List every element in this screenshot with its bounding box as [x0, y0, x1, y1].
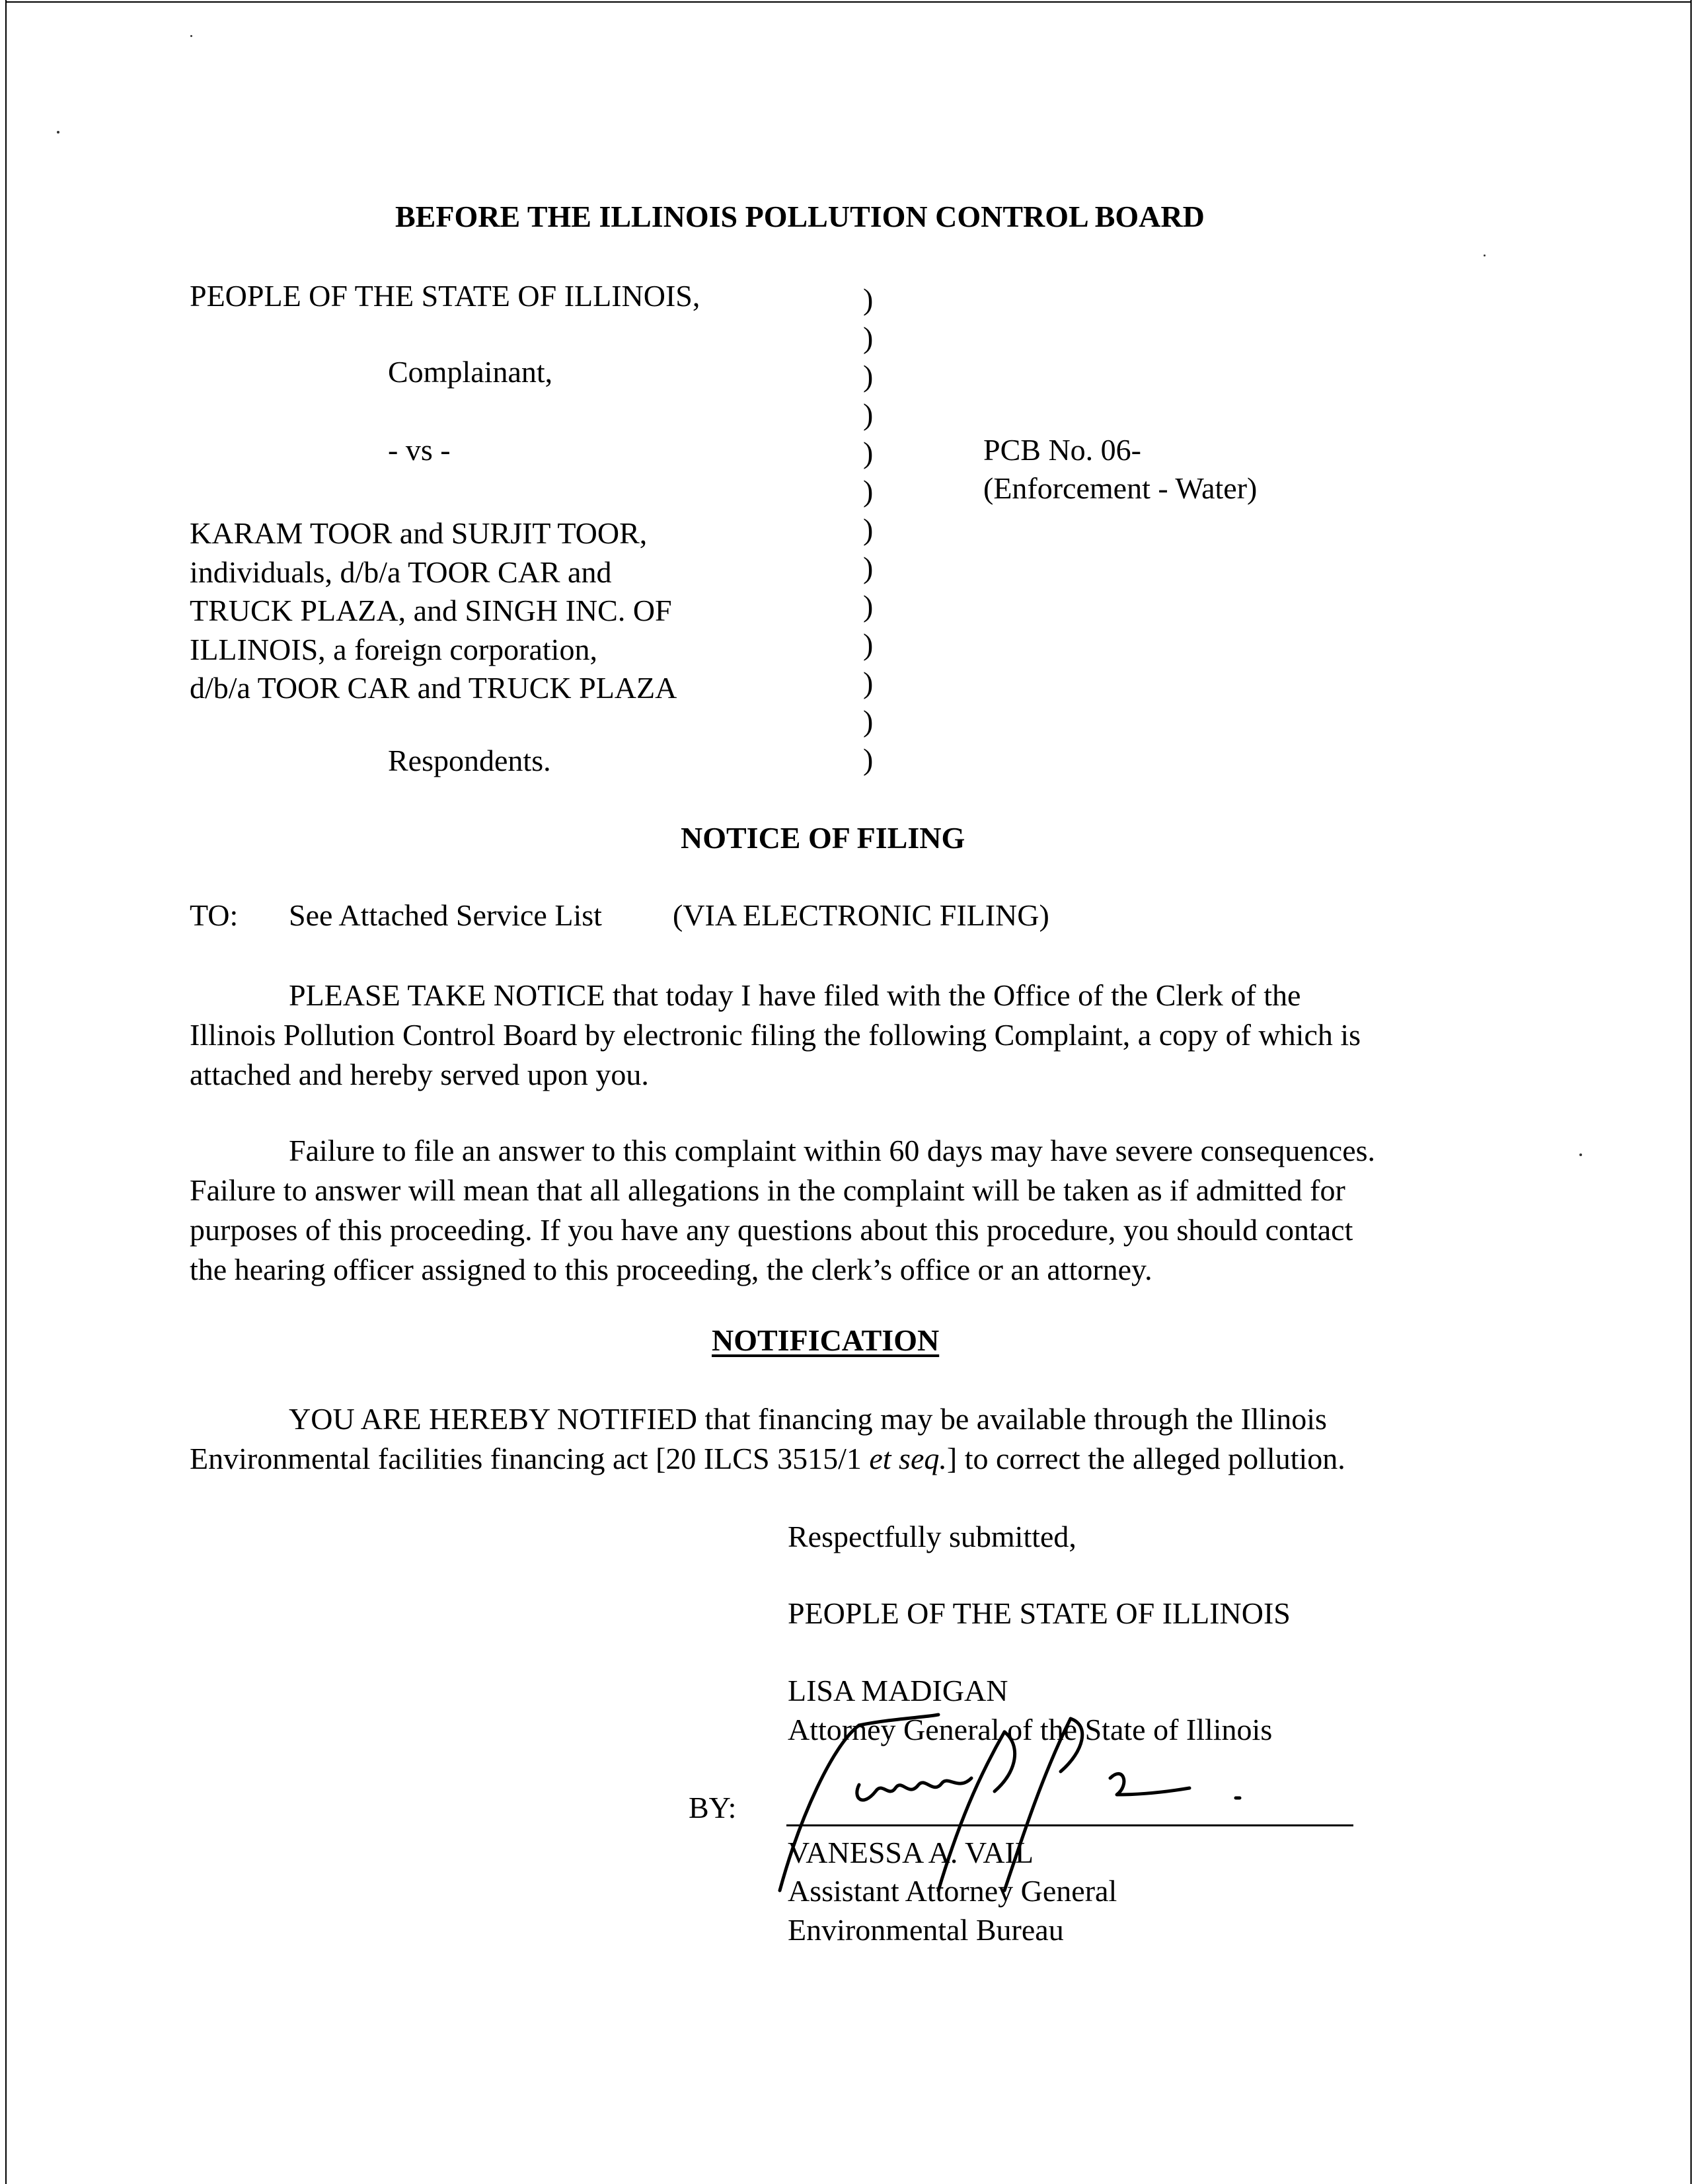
caption-paren: ): [863, 436, 874, 469]
respondent-line: ILLINOIS, a foreign corporation,: [190, 632, 597, 666]
scan-speck: [57, 131, 59, 134]
caption-paren: ): [863, 282, 874, 316]
paragraph-line: [190, 1439, 1511, 1479]
scan-speck: [190, 35, 192, 37]
paragraph-line: attached and hereby served upon you.: [190, 1058, 649, 1091]
party-name: PEOPLE OF THE STATE OF ILLINOIS: [788, 1596, 1291, 1630]
paragraph-line: the hearing officer assigned to this proceeding, the clerk’s office or an attorney.: [190, 1253, 1152, 1286]
paragraph-line: YOU ARE HEREBY NOTIFIED that financing may be available through the Illinois: [289, 1402, 1327, 1436]
caption-paren: ): [863, 742, 874, 776]
case-number: PCB No. 06-: [983, 433, 1141, 467]
consequences-paragraph: [190, 1131, 1511, 1290]
versus-label: - vs -: [388, 433, 451, 467]
act-remainder-text: ] to correct the alleged pollution.: [946, 1442, 1345, 1475]
respondent-role: Respondents.: [388, 744, 551, 777]
paragraph-line: Illinois Pollution Control Board by electronic filing the following Complaint, a copy of which is: [190, 1018, 1361, 1052]
complainant-role: Complainant,: [388, 355, 553, 389]
caption-paren: ): [863, 512, 874, 546]
caption-paren: ): [863, 397, 874, 431]
to-value: See Attached Service List: [289, 898, 602, 932]
to-label: TO:: [190, 898, 239, 932]
by-label: BY:: [689, 1791, 737, 1824]
caption-paren: ): [863, 666, 874, 699]
page-border-left: [5, 0, 7, 2184]
respondent-line: KARAM TOOR and SURJIT TOOR,: [190, 516, 648, 550]
scan-speck: [1484, 254, 1486, 256]
caption-paren: ): [863, 627, 874, 661]
paragraph-line: Failure to file an answer to this complaint within 60 days may have severe consequences.: [289, 1134, 1376, 1167]
paragraph-line: purposes of this proceeding. If you have any questions about this procedure, you should contact: [190, 1213, 1353, 1247]
notice-heading: NOTICE OF FILING: [681, 821, 965, 855]
caption-paren: ): [863, 551, 874, 584]
caption-paren: ): [863, 474, 874, 508]
caption-paren: ): [863, 704, 874, 738]
caption-paren: ): [863, 321, 874, 354]
respondent-line: d/b/a TOOR CAR and TRUCK PLAZA: [190, 671, 677, 705]
to-method: (VIA ELECTRONIC FILING): [673, 898, 1049, 932]
caption-paren: ): [863, 589, 874, 623]
paragraph-line: Failure to answer will mean that all allegations in the complaint will be taken as if admitted for: [190, 1173, 1345, 1207]
page-border-right: [1690, 0, 1692, 2184]
complainant-name: PEOPLE OF THE STATE OF ILLINOIS,: [190, 279, 700, 313]
ag-title: Attorney General of the State of Illinois: [788, 1713, 1273, 1746]
page-border-top: [5, 1, 1692, 3]
respondent-line: TRUCK PLAZA, and SINGH INC. OF: [190, 594, 672, 627]
ag-name: LISA MADIGAN: [788, 1674, 1008, 1707]
case-type: (Enforcement - Water): [983, 471, 1258, 505]
et-seq-italic: et seq.: [869, 1442, 947, 1475]
document-title: BEFORE THE ILLINOIS POLLUTION CONTROL BOARD: [395, 200, 1205, 233]
paragraph-line: PLEASE TAKE NOTICE that today I have filed with the Office of the Clerk of the: [289, 978, 1301, 1012]
signer-name: VANESSA A. VAIL: [788, 1836, 1034, 1869]
caption-paren: ): [863, 359, 874, 393]
closing: Respectfully submitted,: [788, 1520, 1076, 1553]
signer-title: Assistant Attorney General: [788, 1874, 1117, 1908]
respondent-block: [190, 514, 677, 708]
act-citation-text: Environmental facilities financing act [20 ILCS 3515/1: [190, 1442, 870, 1475]
respondent-line: individuals, d/b/a TOOR CAR and: [190, 555, 612, 589]
scan-speck: [1579, 1153, 1582, 1156]
signer-bureau: Environmental Bureau: [788, 1913, 1064, 1947]
handwritten-signature: [760, 1699, 1302, 1897]
notification-paragraph: [190, 1399, 1511, 1479]
notice-paragraph: [190, 976, 1511, 1095]
notification-heading: NOTIFICATION: [712, 1323, 940, 1357]
